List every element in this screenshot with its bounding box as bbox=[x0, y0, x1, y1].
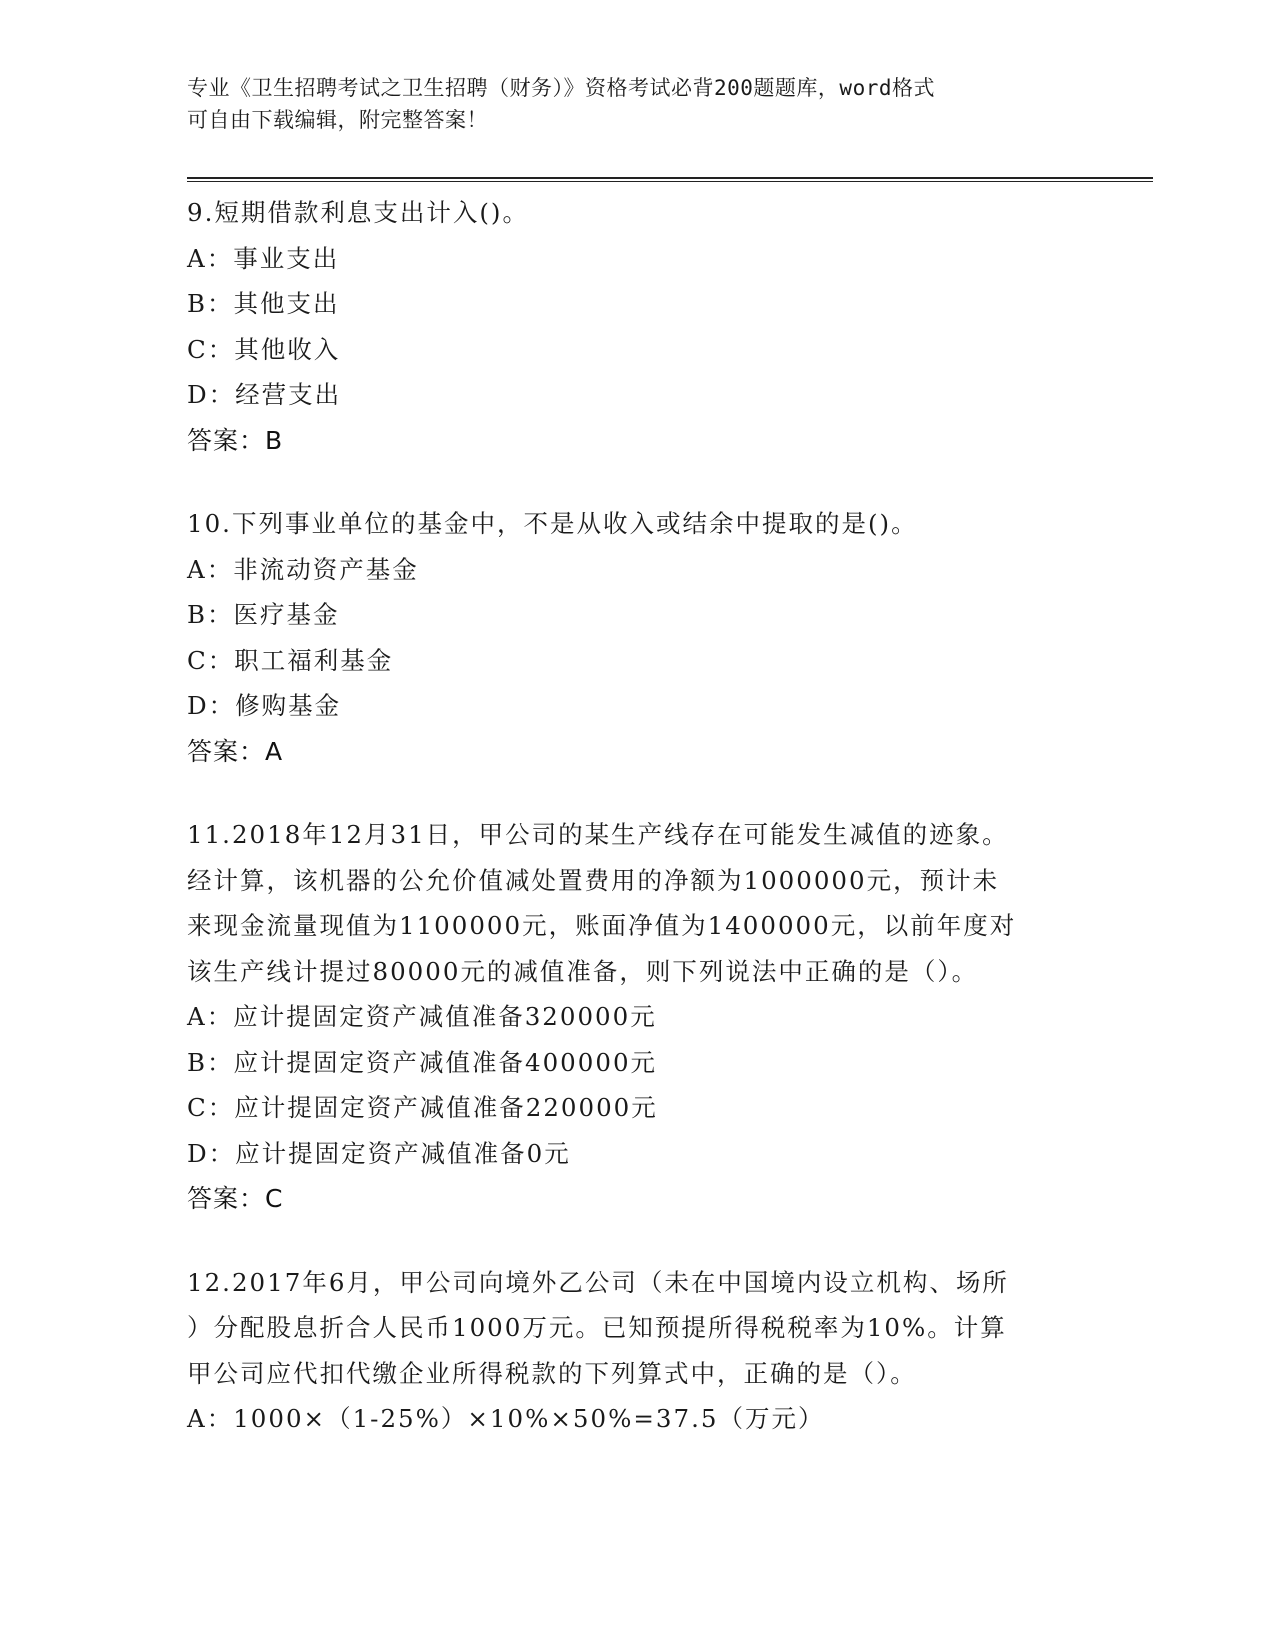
question-stem-line: 来现金流量现值为1100000元，账面净值为1400000元，以前年度对 bbox=[187, 911, 1017, 940]
option-d: D：经营支出 bbox=[187, 380, 342, 409]
question-12 bbox=[187, 1260, 1087, 1442]
question-stem-line: 经计算，该机器的公允价值减处置费用的净额为1000000元，预计未 bbox=[187, 865, 1000, 895]
header-divider-thin bbox=[187, 181, 1153, 182]
header-line-1: 专业《卫生招聘考试之卫生招聘（财务）》资格考试必背200题题库，word格式 bbox=[187, 76, 935, 100]
question-stem-line: 该生产线计提过80000元的减值准备，则下列说法中正确的是（）。 bbox=[187, 956, 979, 986]
option-b: B：医疗基金 bbox=[187, 600, 340, 629]
option-c: C：其他收入 bbox=[187, 334, 341, 364]
option-d: D：修购基金 bbox=[187, 691, 342, 720]
option-b: B：其他支出 bbox=[187, 289, 340, 318]
question-stem-line: 11.2018年12月31日，甲公司的某生产线存在可能发生减值的迹象。 bbox=[187, 820, 1009, 849]
answer: 答案：C bbox=[187, 1184, 284, 1213]
option-c: C：应计提固定资产减值准备220000元 bbox=[187, 1093, 658, 1122]
question-10 bbox=[187, 501, 1087, 774]
question-9 bbox=[187, 190, 1087, 463]
option-b: B：应计提固定资产减值准备400000元 bbox=[187, 1047, 658, 1077]
option-a: A：非流动资产基金 bbox=[187, 554, 419, 584]
question-list bbox=[187, 190, 1087, 1480]
option-a: A：1000×（1-25%）×10%×50%=37.5（万元） bbox=[187, 1404, 825, 1433]
question-11 bbox=[187, 812, 1087, 1222]
document-header bbox=[187, 72, 1067, 136]
header-line-2: 可自由下载编辑，附完整答案！ bbox=[187, 108, 488, 132]
question-stem-line: 12.2017年6月，甲公司向境外乙公司（未在中国境内设立机构、场所 bbox=[187, 1267, 1009, 1297]
answer: 答案：A bbox=[187, 736, 284, 766]
question-stem-line: 甲公司应代扣代缴企业所得税款的下列算式中，正确的是（）。 bbox=[187, 1358, 917, 1388]
question-stem: 10.下列事业单位的基金中，不是从收入或结余中提取的是()。 bbox=[187, 509, 918, 538]
header-divider-thick bbox=[187, 177, 1153, 179]
question-stem-line: ）分配股息折合人民币1000万元。已知预提所得税税率为10%。计算 bbox=[187, 1313, 1007, 1342]
answer: 答案：B bbox=[187, 425, 284, 455]
option-c: C：职工福利基金 bbox=[187, 645, 394, 675]
question-stem: 9.短期借款利息支出计入()。 bbox=[187, 198, 529, 227]
option-d: D：应计提固定资产减值准备0元 bbox=[187, 1138, 571, 1168]
option-a: A：应计提固定资产减值准备320000元 bbox=[187, 1002, 657, 1031]
option-a: A：事业支出 bbox=[187, 243, 340, 273]
